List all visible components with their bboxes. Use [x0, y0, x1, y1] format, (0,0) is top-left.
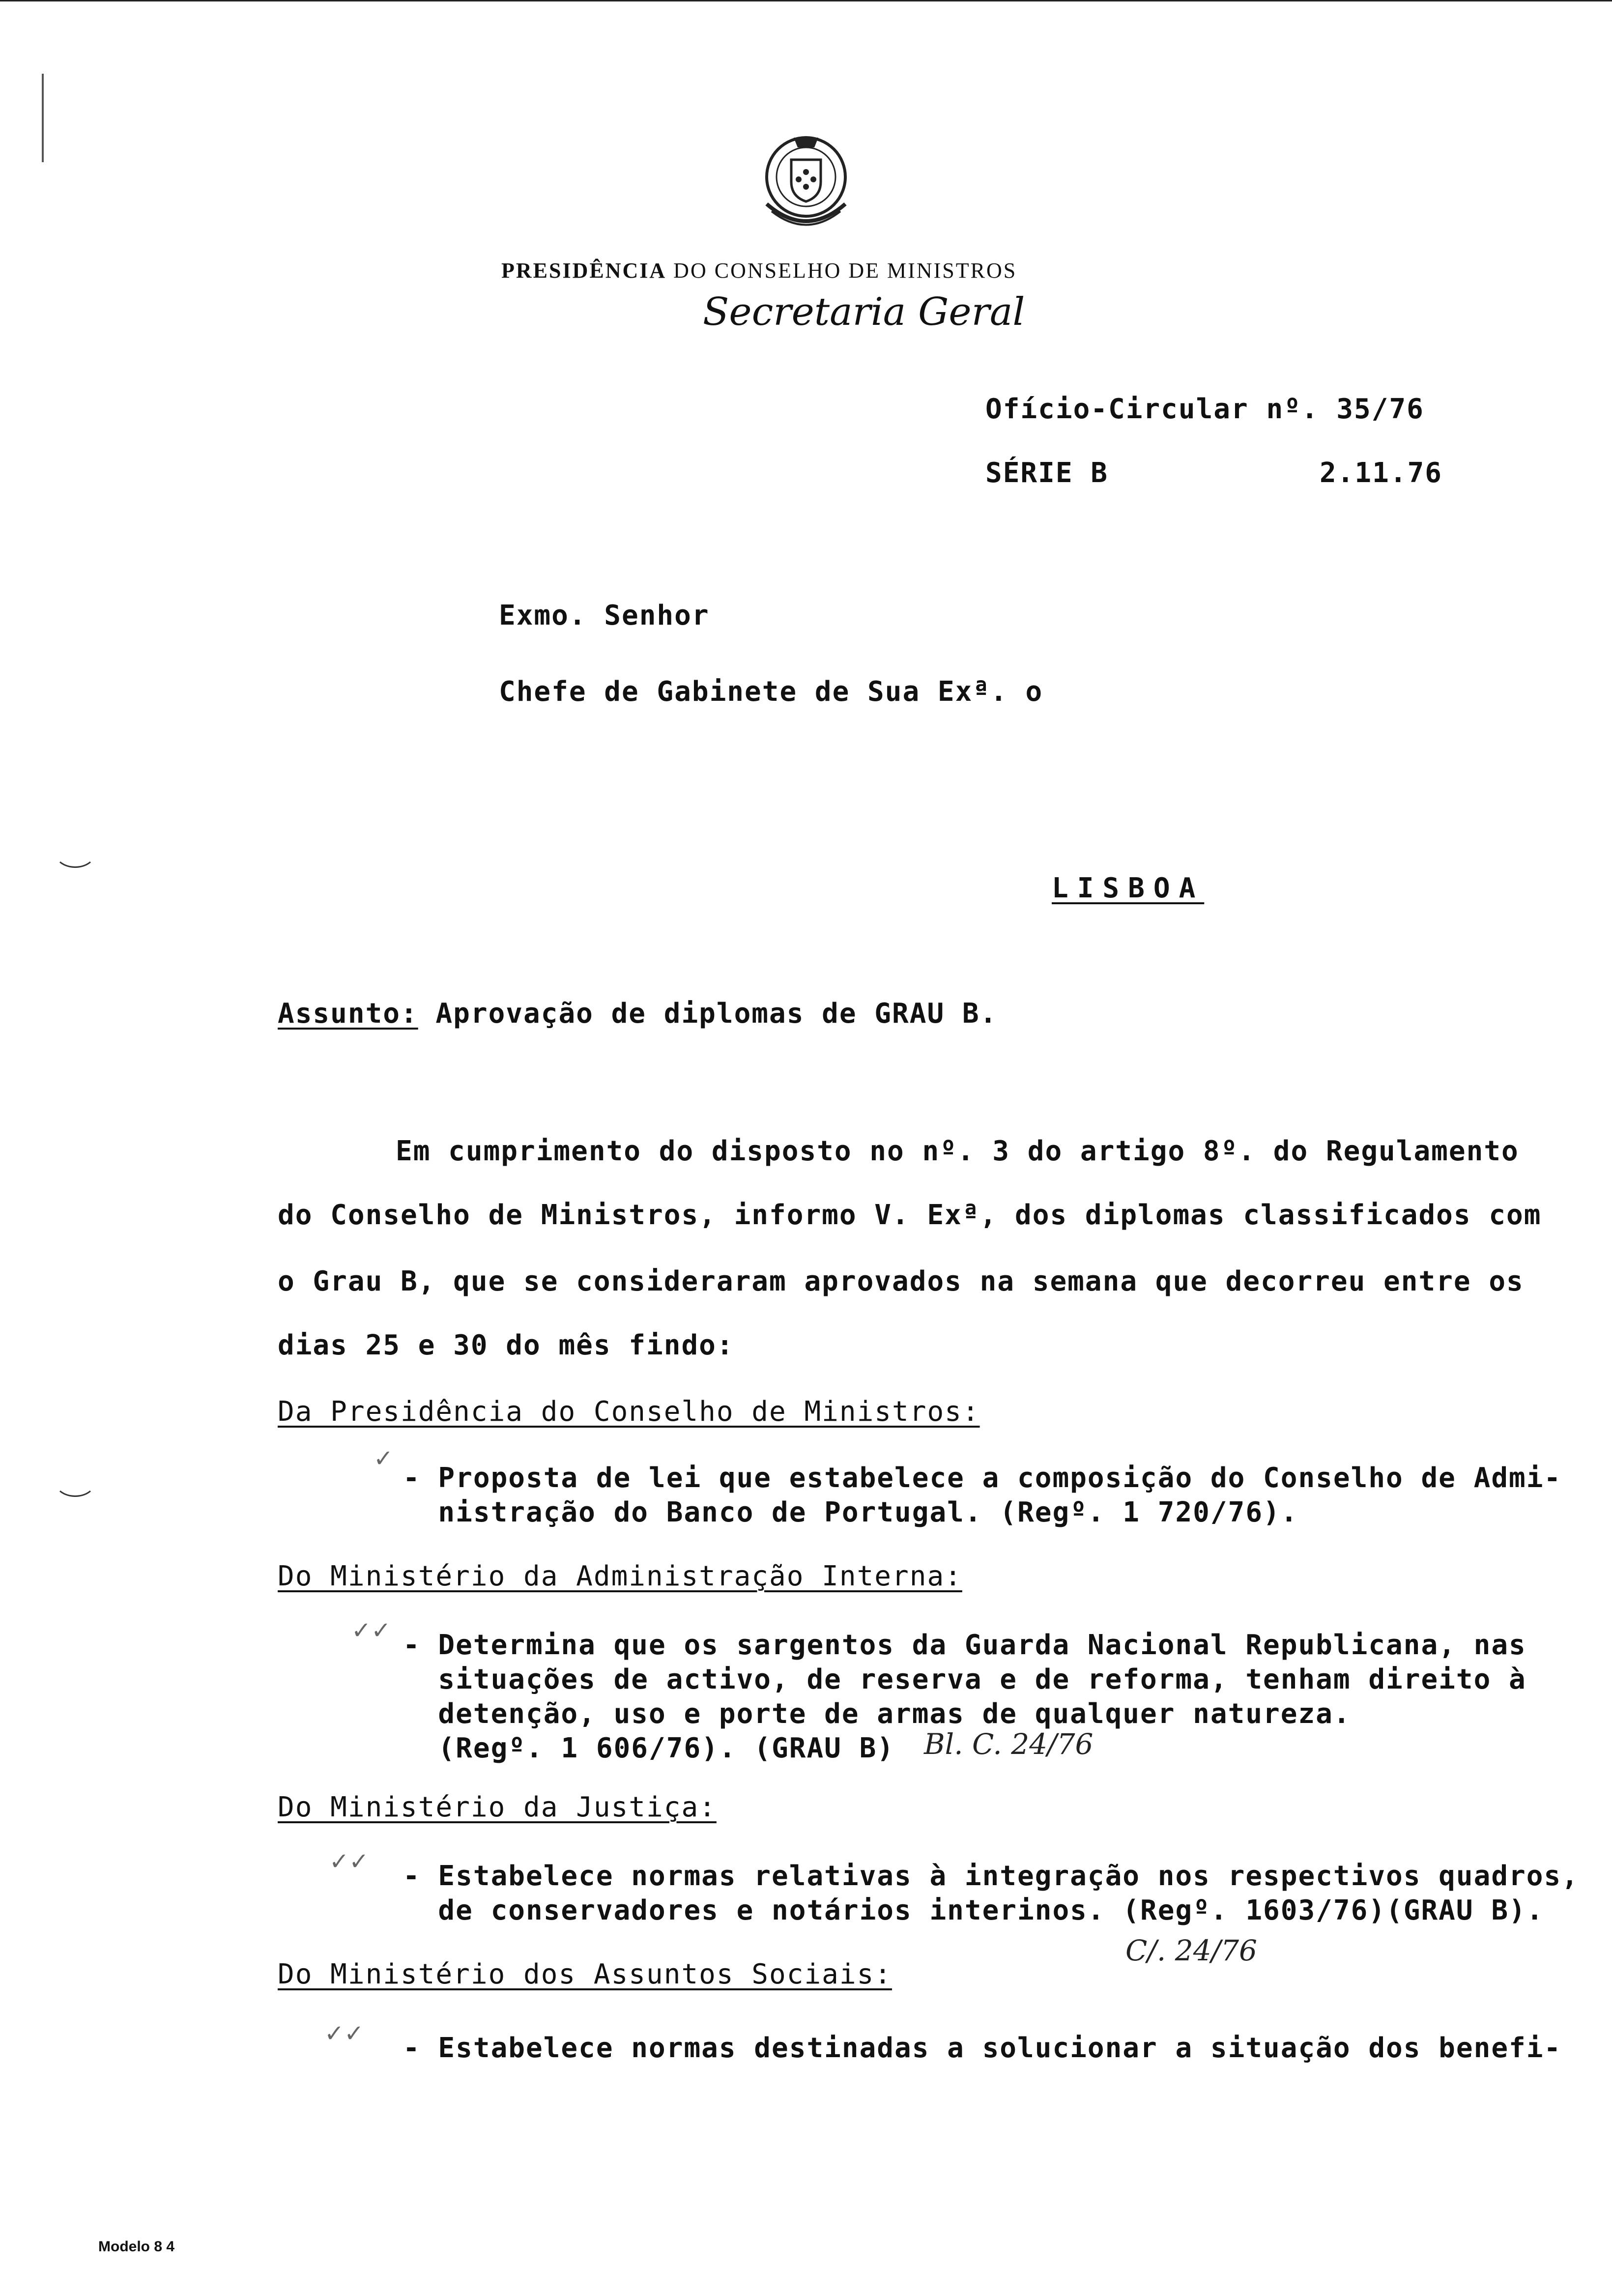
section-line: - Proposta de lei que estabelece a composição do Conselho de Admi-: [403, 1462, 1562, 1494]
margin-tick: ✓✓: [351, 1617, 391, 1644]
section-line: - Determina que os sargentos da Guarda Nacional Republicana, nas: [403, 1629, 1526, 1661]
section-heading: Do Ministério dos Assuntos Sociais:: [278, 1958, 892, 1990]
punch-mark: [54, 1464, 96, 1497]
section-line: situações de activo, de reserva e de reforma, tenham direito à: [403, 1664, 1526, 1695]
document-date: 2.11.76: [1320, 457, 1443, 489]
intro-line: Em cumprimento do disposto no nº. 3 do artigo 8º. do Regulamento: [396, 1135, 1519, 1167]
margin-tick: ✓✓: [324, 2020, 364, 2047]
subject-label: Assunto:: [278, 998, 418, 1030]
section-line: nistração do Banco de Portugal. (Regº. 1 720/76).: [403, 1496, 1298, 1528]
intro-line: dias 25 e 30 do mês findo:: [278, 1329, 734, 1361]
section-heading: Do Ministério da Justiça:: [278, 1791, 717, 1823]
recipient: Chefe de Gabinete de Sua Exª. o: [499, 676, 1043, 708]
intro-line: o Grau B, que se consideraram aprovados na semana que decorreu entre os: [278, 1265, 1524, 1297]
margin-tick: ✓✓: [329, 1848, 369, 1875]
salutation: Exmo. Senhor: [499, 600, 710, 631]
letterhead-org: [501, 258, 1017, 283]
series-label: SÉRIE B: [985, 457, 1109, 489]
handwritten-note: C/. 24/76: [1125, 1934, 1257, 1967]
letterhead-org-part2: DO CONSELHO DE MINISTROS: [666, 258, 1017, 283]
subject-text: Aprovação de diplomas de GRAU B.: [418, 998, 998, 1030]
page-top-rule: [0, 0, 1612, 1]
section-line: de conservadores e notários interinos. (Regº. 1603/76)(GRAU B).: [403, 1894, 1544, 1926]
punch-mark: [54, 835, 96, 868]
section-heading: Da Presidência do Conselho de Ministros:: [278, 1396, 980, 1428]
circular-number: Ofício-Circular nº. 35/76: [985, 393, 1424, 425]
intro-line: do Conselho de Ministros, informo V. Exª, dos diplomas classificados com: [278, 1199, 1542, 1231]
coat-of-arms-icon: [747, 125, 865, 243]
section-line: (Regº. 1 606/76). (GRAU B): [403, 1732, 895, 1764]
margin-tick: ✓: [374, 1445, 394, 1472]
margin-pencil-mark: [42, 74, 44, 162]
subject-line: [278, 1000, 997, 1028]
form-model-label: Modelo 8 4: [98, 2239, 175, 2255]
recipient-city: LISBOA: [1052, 872, 1205, 904]
section-line: - Estabelece normas destinadas a solucionar a situação dos benefi-: [403, 2032, 1562, 2064]
section-line: detenção, uso e porte de armas de qualquer natureza.: [403, 1698, 1351, 1730]
handwritten-note: Bl. C. 24/76: [924, 1727, 1094, 1761]
section-line: - Estabelece normas relativas à integração nos respectivos quadros,: [403, 1860, 1579, 1892]
section-heading: Do Ministério da Administração Interna:: [278, 1560, 962, 1592]
letterhead-org-part1: PRESIDÊNCIA: [501, 258, 667, 283]
letterhead-department: Secretaria Geral: [703, 290, 1025, 334]
